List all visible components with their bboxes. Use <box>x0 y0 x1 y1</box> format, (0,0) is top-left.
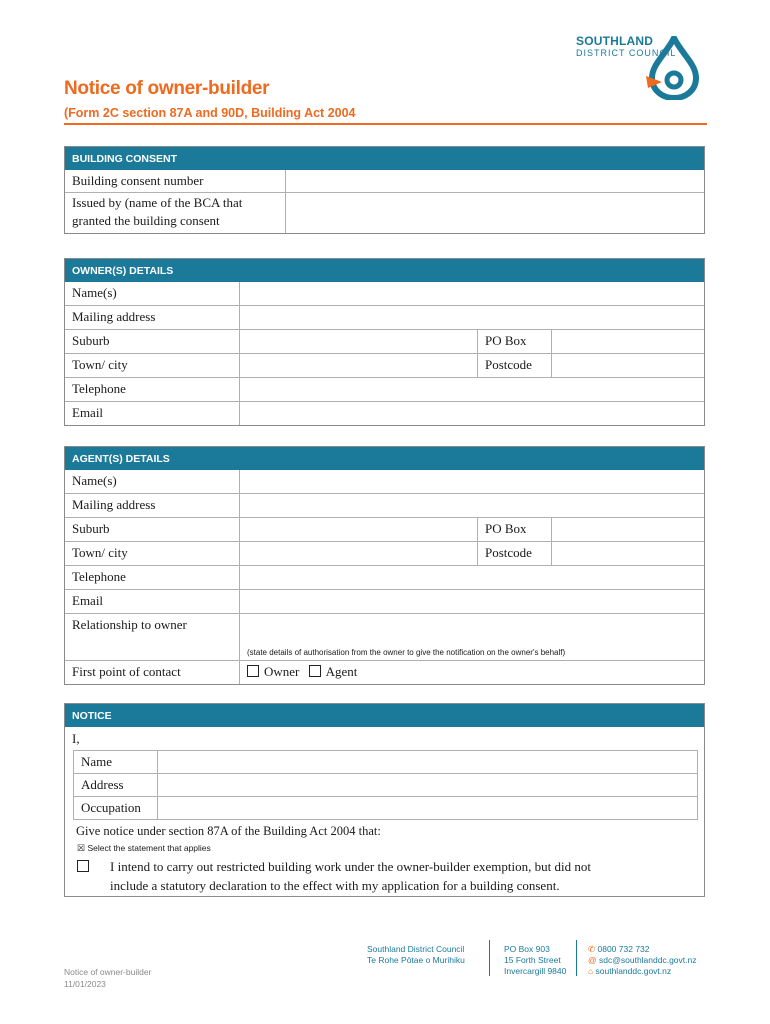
owner-mailing-row <box>65 305 704 329</box>
agent-mailing-label: Mailing address <box>72 497 156 512</box>
notice-identity-table <box>73 750 698 820</box>
agent-suburb-label: Suburb <box>72 521 110 536</box>
logo-name: SOUTHLAND <box>576 34 654 48</box>
footer-council-maori: Te Rohe Pōtae o Murihiku <box>367 955 465 965</box>
owner-suburb-field[interactable] <box>239 330 477 353</box>
agent-postcode-label: Postcode <box>477 542 551 565</box>
owner-name-label: Name(s) <box>72 285 117 300</box>
footer-address-line1: PO Box 903 <box>504 944 550 954</box>
owner-postcode-label: Postcode <box>477 354 551 377</box>
owner-suburb-label: Suburb <box>72 333 110 348</box>
notice-name-label: Name <box>81 754 113 769</box>
notice-name-row <box>74 751 697 773</box>
owner-name-field[interactable] <box>239 282 704 305</box>
agent-pobox-label: PO Box <box>477 518 551 541</box>
logo-subname: DISTRICT COUNCIL <box>576 48 677 58</box>
agent-section <box>64 446 705 685</box>
page-title: Notice of owner-builder <box>64 78 270 99</box>
statement-line1: I intend to carry out restricted building work under the owner-builder exemption, but did not <box>110 859 591 874</box>
owner-name-row <box>65 282 704 305</box>
agent-relationship-note: (state details of authorisation from the owner to give the notification on the owner's behalf) <box>247 648 566 657</box>
footer-council-name: Southland District Council <box>367 944 465 954</box>
building-consent-heading: BUILDING CONSENT <box>65 147 704 170</box>
owner-telephone-label: Telephone <box>72 381 126 396</box>
consent-number-label: Building consent number <box>72 173 204 188</box>
owner-suburb-row <box>65 329 704 353</box>
notice-occupation-label: Occupation <box>81 800 141 815</box>
agent-heading: AGENT(S) DETAILS <box>65 447 704 470</box>
agent-telephone-label: Telephone <box>72 569 126 584</box>
footer-contact <box>588 944 696 977</box>
issued-by-label-line1: Issued by (name of the BCA that <box>72 195 243 210</box>
agent-name-label: Name(s) <box>72 473 117 488</box>
owner-checkbox[interactable] <box>247 665 259 677</box>
agent-email-field[interactable] <box>239 590 704 613</box>
agent-relationship-label: Relationship to owner <box>72 617 187 632</box>
page-subtitle: (Form 2C section 87A and 90D, Building Act 2004 <box>64 106 356 120</box>
owner-email-field[interactable] <box>239 402 704 425</box>
owner-pobox-field[interactable] <box>551 330 704 353</box>
issued-by-field[interactable] <box>285 193 704 233</box>
owner-mailing-label: Mailing address <box>72 309 156 324</box>
title-divider <box>64 123 707 125</box>
owner-email-label: Email <box>72 405 104 420</box>
agent-telephone-row <box>65 565 704 589</box>
agent-town-field[interactable] <box>239 542 477 565</box>
issued-by-label-line2: granted the building consent <box>72 213 220 228</box>
statement-option <box>65 857 704 895</box>
email-icon: @ <box>588 955 597 965</box>
notice-heading: NOTICE <box>65 704 704 727</box>
agent-contact-row <box>65 660 704 684</box>
footer-address <box>504 944 566 977</box>
owner-mailing-field[interactable] <box>239 306 704 329</box>
owner-town-row <box>65 353 704 377</box>
agent-town-row <box>65 541 704 565</box>
owner-heading: OWNER(S) DETAILS <box>65 259 704 282</box>
owner-email-row <box>65 401 704 425</box>
agent-relationship-row <box>65 613 704 660</box>
notice-section <box>64 703 705 897</box>
consent-number-row <box>65 170 704 192</box>
phone-icon: ✆ <box>588 944 596 954</box>
select-hint-icon: ☒ <box>77 843 86 853</box>
agent-contact-label: First point of contact <box>72 664 181 679</box>
owner-telephone-field[interactable] <box>239 378 704 401</box>
statement-line2: include a statutory declaration to the effect with my application for a building consent. <box>110 878 560 893</box>
footer-address-line2: 15 Forth Street <box>504 955 561 965</box>
agent-telephone-field[interactable] <box>239 566 704 589</box>
owner-option-label: Owner <box>264 664 300 679</box>
agent-pobox-field[interactable] <box>551 518 704 541</box>
agent-email-label: Email <box>72 593 104 608</box>
agent-name-field[interactable] <box>239 470 704 493</box>
footer-divider-2 <box>576 940 577 976</box>
footer-email[interactable]: sdc@southlanddc.govt.nz <box>599 955 697 965</box>
footer-web[interactable]: southlanddc.govt.nz <box>595 966 672 976</box>
owner-town-field[interactable] <box>239 354 477 377</box>
issued-by-label <box>65 193 285 233</box>
footer-doc-name: Notice of owner-builder <box>64 967 152 977</box>
agent-email-row <box>65 589 704 613</box>
agent-mailing-row <box>65 493 704 517</box>
notice-intro: I, <box>72 731 80 746</box>
agent-town-label: Town/ city <box>72 545 128 560</box>
agent-checkbox[interactable] <box>309 665 321 677</box>
council-logo <box>576 34 706 104</box>
notice-address-label: Address <box>81 777 124 792</box>
notice-occupation-row <box>74 796 697 819</box>
agent-suburb-row <box>65 517 704 541</box>
owner-telephone-row <box>65 377 704 401</box>
footer-phone[interactable]: 0800 732 732 <box>597 944 650 954</box>
drop-logo-icon <box>644 36 706 100</box>
agent-name-row <box>65 470 704 493</box>
notice-address-field[interactable] <box>157 774 697 796</box>
agent-relationship-field[interactable] <box>239 614 704 660</box>
footer-doc-info <box>64 966 151 990</box>
agent-option-label: Agent <box>325 664 358 679</box>
owner-pobox-label: PO Box <box>477 330 551 353</box>
agent-postcode-field[interactable] <box>551 542 704 565</box>
owner-section <box>64 258 705 426</box>
select-hint-text: Select the statement that applies <box>87 843 211 853</box>
footer-address-line3: Invercargill 9840 <box>504 966 567 976</box>
statement-checkbox[interactable] <box>77 860 89 872</box>
footer-doc-date: 11/01/2023 <box>64 979 106 989</box>
notice-occupation-field[interactable] <box>157 797 697 819</box>
home-icon: ⌂ <box>588 966 594 976</box>
select-hint <box>65 842 704 854</box>
give-notice-text: Give notice under section 87A of the Building Act 2004 that: <box>76 824 381 838</box>
notice-address-row <box>74 773 697 796</box>
footer-council <box>367 944 465 966</box>
agent-suburb-field[interactable] <box>239 518 477 541</box>
owner-postcode-field[interactable] <box>551 354 704 377</box>
issued-by-row <box>65 192 704 233</box>
owner-town-label: Town/ city <box>72 357 128 372</box>
agent-mailing-field[interactable] <box>239 494 704 517</box>
notice-name-field[interactable] <box>157 751 697 773</box>
agent-contact-options <box>239 661 704 684</box>
footer-divider-1 <box>489 940 490 976</box>
building-consent-section <box>64 146 705 234</box>
consent-number-field[interactable] <box>285 170 704 192</box>
